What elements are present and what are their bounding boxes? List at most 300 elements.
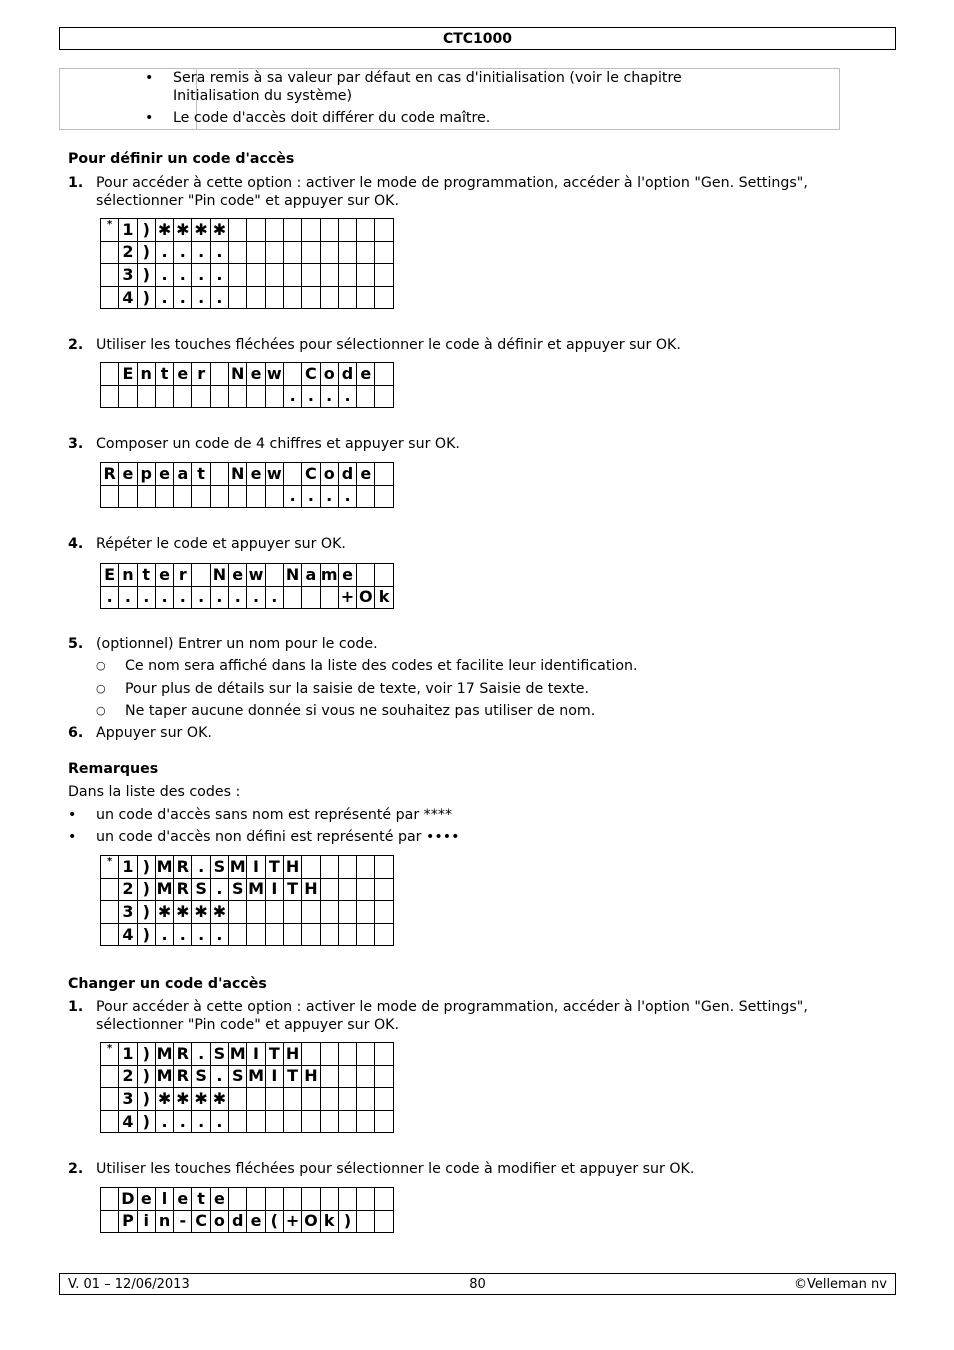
lcd-cell: .: [302, 485, 320, 508]
footer-page-number: 80: [469, 1277, 486, 1292]
lcd-cell: e: [247, 463, 265, 486]
lcd-cell: [265, 485, 283, 508]
lcd-cell: [320, 286, 338, 309]
lcd-cell: .: [338, 385, 356, 408]
lcd-cell: [302, 856, 320, 879]
lcd-cell: [375, 856, 393, 879]
lcd-cell: .: [283, 485, 301, 508]
lcd-cell: R: [174, 878, 192, 901]
lcd-cell: [265, 901, 283, 924]
lcd-cell: N: [210, 564, 228, 587]
lcd-cell: [375, 241, 393, 264]
lcd-cell: e: [137, 1188, 155, 1211]
section-heading-change: Changer un code d'accès: [68, 976, 267, 992]
lcd-cell: D: [119, 1188, 137, 1211]
lcd-cell: [137, 485, 155, 508]
lcd-cell: [320, 1088, 338, 1111]
lcd-cell: .: [192, 241, 210, 264]
lcd-cell: ): [137, 923, 155, 946]
lcd-cell: .: [338, 485, 356, 508]
lcd-cell: ✱: [192, 901, 210, 924]
lcd-cell: ✱: [210, 901, 228, 924]
lcd-cell: T: [283, 1065, 301, 1088]
lcd-cell: ): [137, 878, 155, 901]
lcd-cell: [210, 485, 228, 508]
lcd-cell: .: [302, 385, 320, 408]
lcd-cell: .: [119, 586, 137, 609]
lcd-cell: t: [137, 564, 155, 587]
lcd-cell: [302, 1088, 320, 1111]
lcd-cell: [283, 264, 301, 287]
lcd-grid: [100, 1187, 394, 1233]
lcd-cell: E: [119, 363, 137, 386]
lcd-cell: S: [229, 878, 247, 901]
lcd-cell: k: [320, 1210, 338, 1233]
lcd-cell: [338, 901, 356, 924]
lcd-cell: [357, 901, 375, 924]
lcd-row: [101, 586, 394, 609]
lcd-cell: O: [357, 586, 375, 609]
lcd-cell: S: [229, 1065, 247, 1088]
lcd-cell: [247, 923, 265, 946]
lcd-cell: [320, 1188, 338, 1211]
lcd-cell: T: [283, 878, 301, 901]
lcd-cell: 3: [119, 1088, 137, 1111]
lcd-cell: [174, 385, 192, 408]
lcd-cell: [229, 286, 247, 309]
lcd-cell: 4: [119, 286, 137, 309]
lcd-cell: [247, 485, 265, 508]
lcd-cell: .: [210, 878, 228, 901]
bullet-text: Le code d'accès doit différer du code maître.: [173, 110, 491, 126]
lcd-cell: C: [302, 463, 320, 486]
lcd-cell: d: [338, 463, 356, 486]
lcd-cell: [283, 219, 301, 242]
lcd-cell: 1: [119, 219, 137, 242]
lcd-cell: [338, 923, 356, 946]
lcd-row: [101, 1210, 394, 1233]
lcd-cell: [338, 286, 356, 309]
lcd-cell: [265, 1110, 283, 1133]
lcd-cell: [247, 241, 265, 264]
lcd-cell: e: [174, 1188, 192, 1211]
lcd-cell: .: [210, 923, 228, 946]
lcd-cell: [229, 485, 247, 508]
lcd-cell: I: [247, 1043, 265, 1066]
lcd-cell: 2: [119, 241, 137, 264]
lcd-cell: e: [155, 564, 173, 587]
lcd-cell: [375, 1188, 393, 1211]
lcd-cell: [265, 286, 283, 309]
lcd-row: [101, 564, 394, 587]
lcd-cell: o: [210, 1210, 228, 1233]
lcd-cell: [247, 219, 265, 242]
lcd-cell: S: [192, 1065, 210, 1088]
lcd-cell: M: [247, 1065, 265, 1088]
lcd-cell: e: [155, 463, 173, 486]
lcd-screen: [100, 462, 394, 508]
bullet-icon: •: [145, 110, 154, 126]
lcd-cell: [302, 923, 320, 946]
lcd-cell: ✱: [210, 1088, 228, 1111]
remarks-intro: Dans la liste des codes :: [68, 784, 241, 800]
lcd-cell: [101, 264, 119, 287]
lcd-screen: [100, 563, 394, 609]
lcd-cell: P: [119, 1210, 137, 1233]
lcd-cell: [247, 286, 265, 309]
lcd-grid: [100, 462, 394, 508]
lcd-cell: [210, 363, 228, 386]
step-text: Pour accéder à cette option : activer le mode de programmation, accéder à l'option "Gen. Settings", sélectionner "Pin code" et appuyer sur OK.: [96, 999, 808, 1033]
lcd-row: [101, 901, 394, 924]
lcd-cell: I: [265, 1065, 283, 1088]
lcd-cell: +: [283, 1210, 301, 1233]
lcd-cell: C: [192, 1210, 210, 1233]
lcd-cell: e: [119, 463, 137, 486]
lcd-cell: R: [101, 463, 119, 486]
lcd-cell: [119, 485, 137, 508]
lcd-row: [101, 1110, 394, 1133]
lcd-cell: [375, 1065, 393, 1088]
lcd-cell: M: [155, 856, 173, 879]
lcd-grid: [100, 563, 394, 609]
lcd-cell: e: [210, 1188, 228, 1211]
lcd-row: [101, 1043, 394, 1066]
lcd-cell: [338, 1065, 356, 1088]
lcd-cell: H: [302, 1065, 320, 1088]
lcd-cell: [302, 901, 320, 924]
lcd-cell: r: [192, 363, 210, 386]
lcd-cell: [283, 1110, 301, 1133]
lcd-cell: e: [247, 363, 265, 386]
lcd-cell: ✱: [155, 219, 173, 242]
lcd-cell: [375, 878, 393, 901]
lcd-cell: [375, 1110, 393, 1133]
lcd-cell: [247, 901, 265, 924]
lcd-cell: .: [210, 264, 228, 287]
lcd-cell: .: [320, 485, 338, 508]
lcd-cell: [357, 1065, 375, 1088]
lcd-cell: [302, 1188, 320, 1211]
lcd-cell: i: [137, 1210, 155, 1233]
lcd-cell: [101, 1188, 119, 1211]
lcd-screen: [100, 1187, 394, 1233]
lcd-cell: [320, 923, 338, 946]
bullet-icon: •: [68, 807, 77, 823]
lcd-cell: *: [101, 1043, 119, 1066]
lcd-cell: [283, 241, 301, 264]
lcd-cell: [247, 1188, 265, 1211]
lcd-cell: T: [265, 856, 283, 879]
lcd-cell: e: [357, 463, 375, 486]
lcd-cell: ✱: [155, 1088, 173, 1111]
lcd-cell: .: [155, 586, 173, 609]
lcd-cell: [283, 363, 301, 386]
lcd-cell: [375, 385, 393, 408]
sub-text: Pour plus de détails sur la saisie de texte, voir 17 Saisie de texte.: [125, 681, 590, 697]
lcd-cell: [357, 1043, 375, 1066]
lcd-cell: [375, 1088, 393, 1111]
circle-bullet-icon: ○: [96, 682, 106, 695]
lcd-cell: [283, 923, 301, 946]
lcd-cell: [247, 264, 265, 287]
lcd-cell: p: [137, 463, 155, 486]
lcd-cell: [357, 923, 375, 946]
lcd-screen: [100, 362, 394, 408]
bullet-text: un code d'accès sans nom est représenté par ****: [96, 807, 453, 823]
lcd-cell: e: [357, 363, 375, 386]
lcd-cell: [375, 463, 393, 486]
lcd-cell: e: [174, 363, 192, 386]
lcd-cell: o: [320, 363, 338, 386]
lcd-cell: H: [283, 856, 301, 879]
lcd-cell: -: [174, 1210, 192, 1233]
step-text: Pour accéder à cette option : activer le mode de programmation, accéder à l'option "Gen. Settings", sélectionner "Pin code" et appuyer sur OK.: [96, 175, 808, 209]
step-text: Utiliser les touches fléchées pour sélectionner le code à modifier et appuyer sur OK.: [96, 1161, 695, 1177]
lcd-cell: .: [174, 923, 192, 946]
lcd-cell: .: [210, 286, 228, 309]
lcd-cell: [357, 1188, 375, 1211]
lcd-cell: [357, 1088, 375, 1111]
lcd-cell: [357, 856, 375, 879]
lcd-cell: [338, 856, 356, 879]
lcd-row: [101, 878, 394, 901]
lcd-cell: d: [338, 363, 356, 386]
lcd-cell: ): [137, 219, 155, 242]
step-number: 4.: [68, 536, 84, 552]
lcd-cell: [101, 1110, 119, 1133]
lcd-cell: .: [210, 241, 228, 264]
lcd-cell: M: [155, 1065, 173, 1088]
lcd-cell: [320, 878, 338, 901]
lcd-row: [101, 485, 394, 508]
lcd-cell: [265, 923, 283, 946]
lcd-cell: I: [247, 856, 265, 879]
lcd-cell: .: [229, 586, 247, 609]
lcd-cell: 1: [119, 1043, 137, 1066]
lcd-cell: [101, 923, 119, 946]
lcd-grid: [100, 362, 394, 408]
step-number: 5.: [68, 636, 84, 652]
lcd-cell: [302, 264, 320, 287]
lcd-cell: [101, 1210, 119, 1233]
lcd-cell: O: [302, 1210, 320, 1233]
step-number: 2.: [68, 1161, 84, 1177]
lcd-cell: [338, 241, 356, 264]
bullet-icon: •: [145, 70, 154, 86]
step-number: 1.: [68, 999, 84, 1015]
lcd-cell: .: [174, 286, 192, 309]
lcd-cell: [265, 1088, 283, 1111]
lcd-row: [101, 363, 394, 386]
lcd-cell: .: [320, 385, 338, 408]
lcd-cell: .: [247, 586, 265, 609]
lcd-cell: n: [137, 363, 155, 386]
lcd-cell: e: [338, 564, 356, 587]
lcd-cell: [265, 241, 283, 264]
lcd-cell: [174, 485, 192, 508]
lcd-cell: C: [302, 363, 320, 386]
lcd-cell: [101, 485, 119, 508]
lcd-cell: [302, 586, 320, 609]
lcd-cell: [302, 1043, 320, 1066]
lcd-cell: n: [119, 564, 137, 587]
lcd-cell: ✱: [192, 219, 210, 242]
lcd-cell: [155, 485, 173, 508]
lcd-cell: [375, 923, 393, 946]
lcd-cell: 2: [119, 1065, 137, 1088]
lcd-cell: .: [210, 586, 228, 609]
lcd-cell: [210, 385, 228, 408]
lcd-cell: [283, 901, 301, 924]
lcd-row: [101, 219, 394, 242]
lcd-cell: [320, 241, 338, 264]
lcd-cell: ✱: [210, 219, 228, 242]
step-number: 6.: [68, 725, 84, 741]
step-number: 3.: [68, 436, 84, 452]
lcd-cell: [357, 564, 375, 587]
lcd-cell: [210, 463, 228, 486]
lcd-cell: .: [192, 1043, 210, 1066]
lcd-cell: .: [155, 1110, 173, 1133]
lcd-cell: [229, 385, 247, 408]
lcd-cell: (: [265, 1210, 283, 1233]
circle-bullet-icon: ○: [96, 704, 106, 717]
lcd-cell: .: [192, 923, 210, 946]
lcd-cell: .: [192, 856, 210, 879]
lcd-cell: [357, 264, 375, 287]
lcd-cell: ): [137, 1065, 155, 1088]
lcd-cell: ): [338, 1210, 356, 1233]
lcd-row: [101, 1088, 394, 1111]
lcd-cell: [247, 1088, 265, 1111]
footer-version: V. 01 – 12/06/2013: [68, 1277, 190, 1292]
lcd-cell: M: [247, 878, 265, 901]
step-text: Appuyer sur OK.: [96, 725, 212, 741]
lcd-cell: [357, 286, 375, 309]
lcd-cell: M: [229, 856, 247, 879]
lcd-cell: S: [210, 856, 228, 879]
lcd-cell: .: [192, 264, 210, 287]
lcd-cell: .: [283, 385, 301, 408]
lcd-cell: [320, 901, 338, 924]
lcd-cell: [192, 564, 210, 587]
lcd-cell: [375, 363, 393, 386]
lcd-grid: [100, 855, 394, 946]
step-number: 1.: [68, 175, 84, 191]
lcd-cell: [320, 586, 338, 609]
lcd-cell: [192, 385, 210, 408]
document-header: CTC1000: [59, 27, 896, 50]
lcd-grid: [100, 218, 394, 309]
step-text: Composer un code de 4 chiffres et appuyer sur OK.: [96, 436, 460, 452]
lcd-cell: S: [192, 878, 210, 901]
section-heading-define: Pour définir un code d'accès: [68, 151, 295, 167]
lcd-cell: [283, 463, 301, 486]
sub-text: Ce nom sera affiché dans la liste des codes et facilite leur identification.: [125, 658, 638, 674]
lcd-cell: [101, 901, 119, 924]
lcd-cell: [375, 1043, 393, 1066]
lcd-cell: [320, 1110, 338, 1133]
lcd-cell: .: [210, 1110, 228, 1133]
lcd-cell: ✱: [174, 1088, 192, 1111]
lcd-cell: [283, 1088, 301, 1111]
lcd-cell: [338, 1043, 356, 1066]
lcd-cell: [247, 1110, 265, 1133]
lcd-cell: .: [192, 286, 210, 309]
lcd-cell: [375, 264, 393, 287]
lcd-row: [101, 385, 394, 408]
lcd-cell: [338, 1110, 356, 1133]
lcd-cell: T: [265, 1043, 283, 1066]
lcd-screen: [100, 218, 394, 309]
lcd-cell: [283, 586, 301, 609]
lcd-cell: [357, 1210, 375, 1233]
lcd-cell: .: [174, 1110, 192, 1133]
lcd-screen: [100, 1042, 394, 1133]
lcd-cell: [101, 241, 119, 264]
lcd-cell: N: [283, 564, 301, 587]
lcd-cell: a: [174, 463, 192, 486]
step-text: Répéter le code et appuyer sur OK.: [96, 536, 346, 552]
lcd-cell: ): [137, 1043, 155, 1066]
lcd-cell: [338, 264, 356, 287]
lcd-cell: M: [155, 1043, 173, 1066]
lcd-cell: S: [210, 1043, 228, 1066]
lcd-cell: N: [229, 363, 247, 386]
lcd-cell: H: [283, 1043, 301, 1066]
lcd-cell: ): [137, 1110, 155, 1133]
sub-text: Ne taper aucune donnée si vous ne souhaitez pas utiliser de nom.: [125, 703, 596, 719]
lcd-row: [101, 264, 394, 287]
lcd-cell: [265, 219, 283, 242]
lcd-cell: [320, 1043, 338, 1066]
lcd-cell: [357, 485, 375, 508]
lcd-cell: [101, 878, 119, 901]
lcd-cell: l: [155, 1188, 173, 1211]
lcd-cell: .: [155, 264, 173, 287]
footer-copyright: ©Velleman nv: [793, 1277, 887, 1292]
lcd-cell: .: [174, 241, 192, 264]
lcd-cell: 2: [119, 878, 137, 901]
lcd-cell: e: [229, 564, 247, 587]
lcd-cell: t: [192, 1188, 210, 1211]
lcd-cell: w: [265, 363, 283, 386]
lcd-cell: [338, 219, 356, 242]
section-heading-remarks: Remarques: [68, 761, 159, 777]
lcd-cell: .: [192, 586, 210, 609]
lcd-cell: [229, 219, 247, 242]
lcd-cell: [283, 286, 301, 309]
lcd-cell: [265, 385, 283, 408]
lcd-cell: [375, 1210, 393, 1233]
lcd-cell: [192, 485, 210, 508]
lcd-cell: [302, 241, 320, 264]
lcd-cell: .: [174, 264, 192, 287]
lcd-cell: 4: [119, 1110, 137, 1133]
lcd-cell: ): [137, 901, 155, 924]
lcd-cell: ✱: [174, 219, 192, 242]
lcd-cell: .: [101, 586, 119, 609]
lcd-cell: [357, 1110, 375, 1133]
lcd-cell: [229, 1188, 247, 1211]
lcd-cell: [320, 264, 338, 287]
lcd-cell: m: [320, 564, 338, 587]
lcd-cell: ): [137, 856, 155, 879]
lcd-cell: [229, 901, 247, 924]
lcd-cell: [101, 286, 119, 309]
lcd-cell: M: [229, 1043, 247, 1066]
